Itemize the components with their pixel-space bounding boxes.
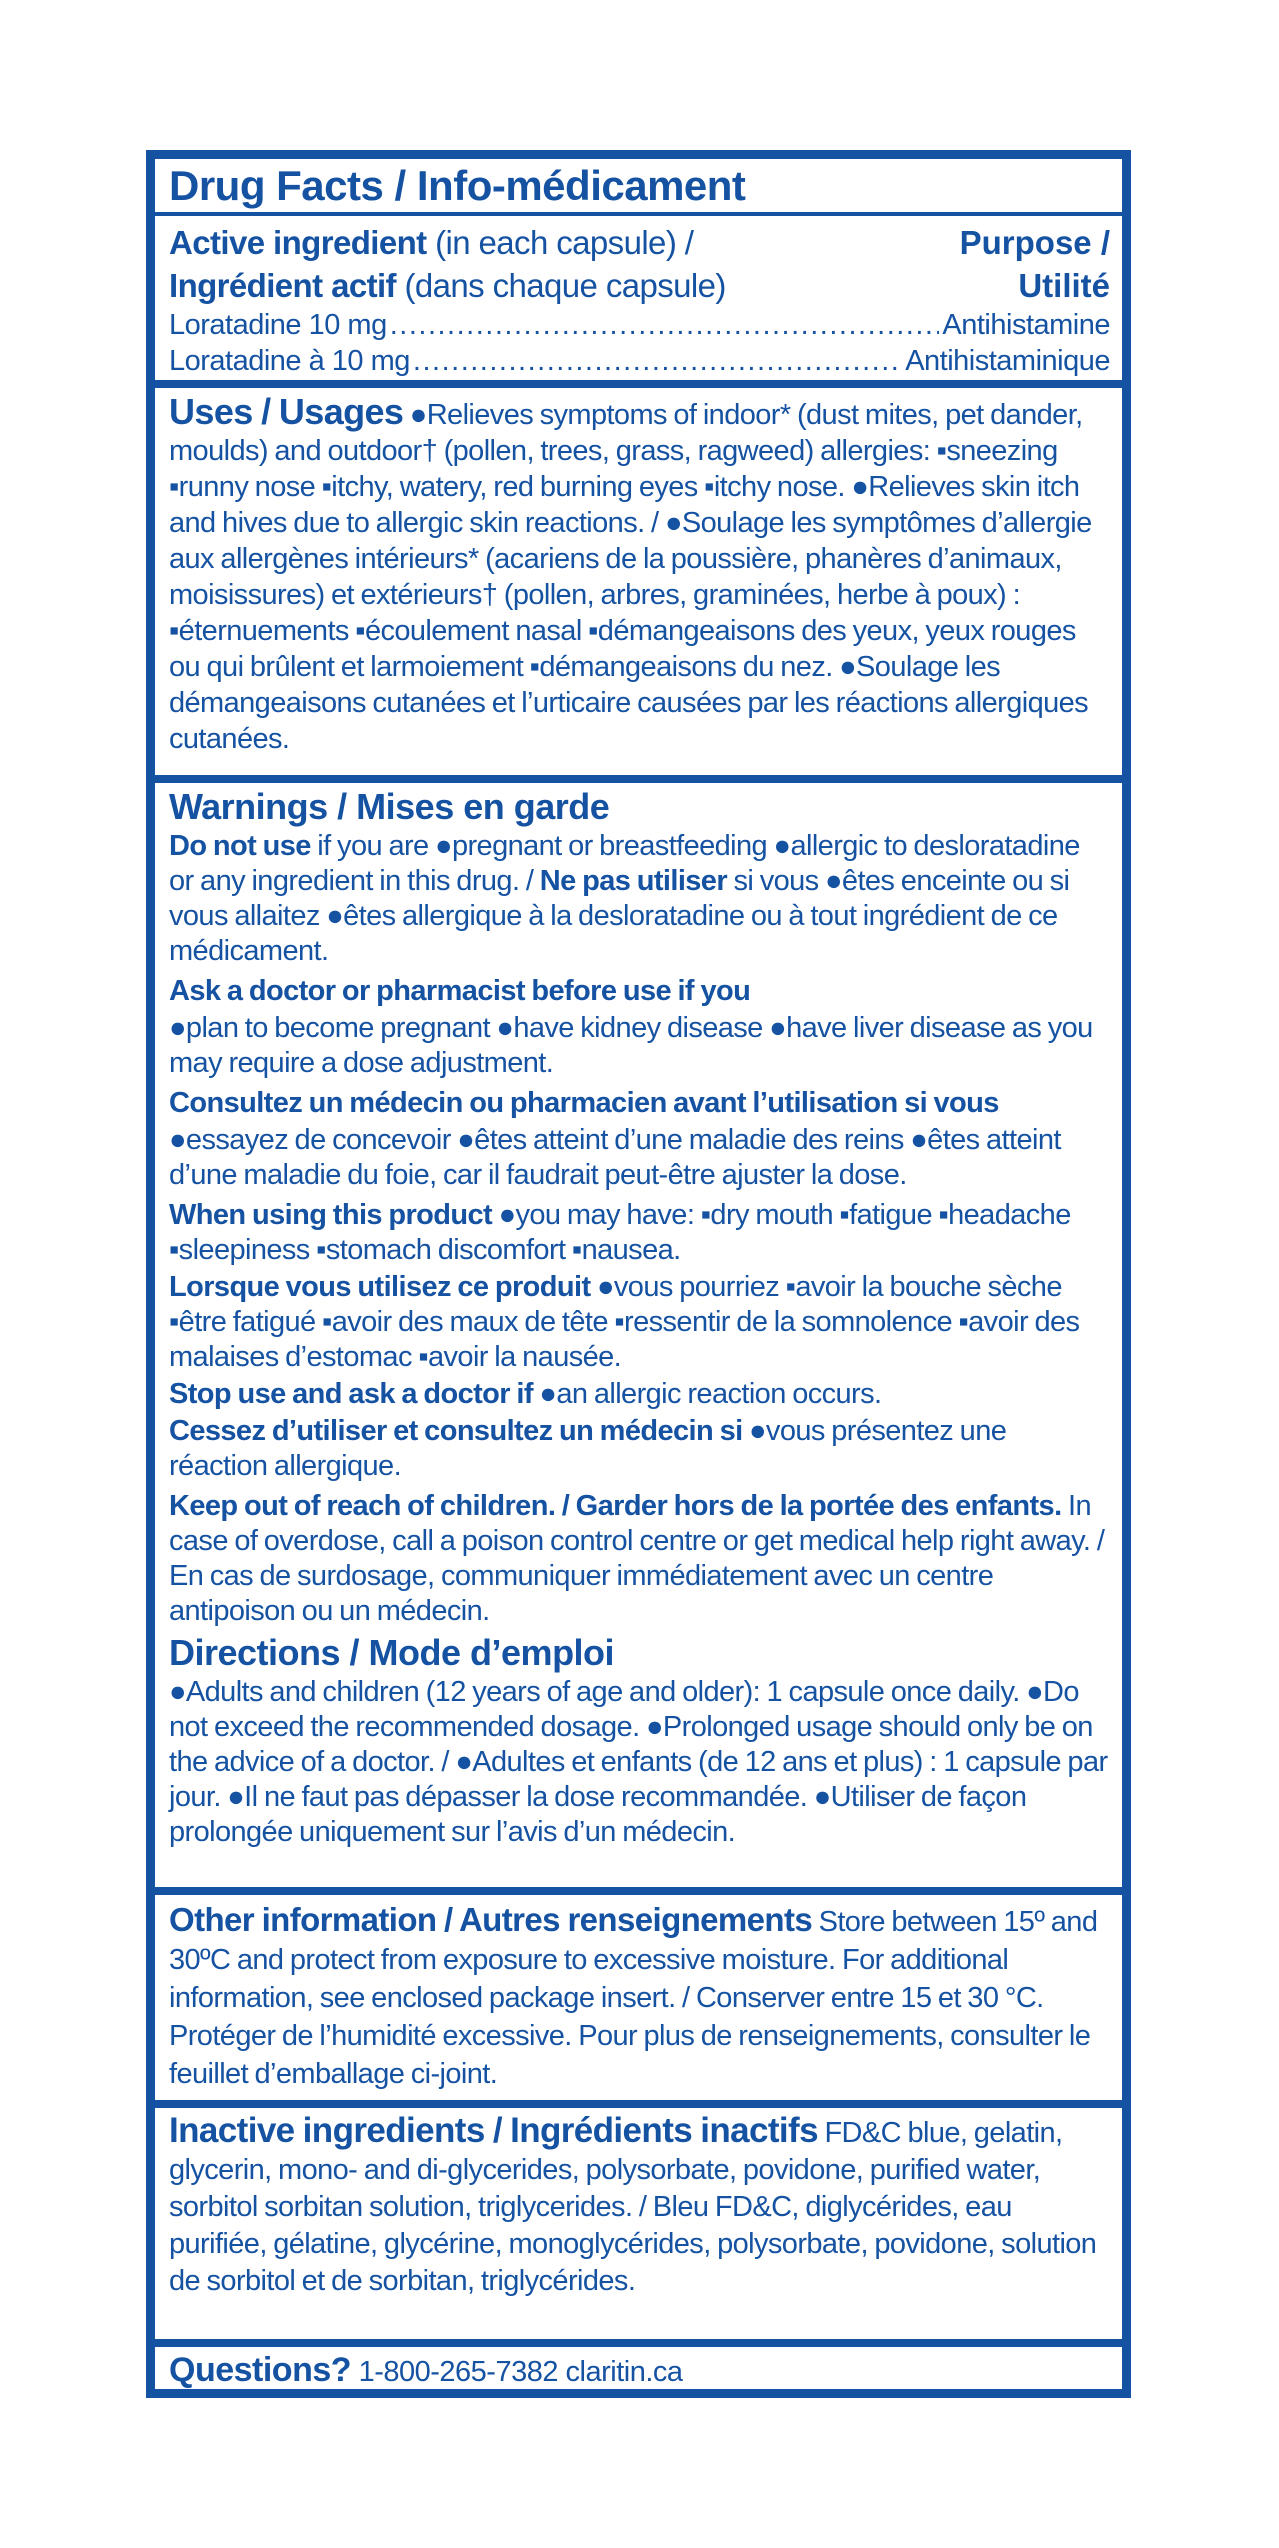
section-inactive-ingredients: [155, 2100, 1122, 2339]
ingredient-purpose-fr: Antihistaminique: [905, 345, 1110, 377]
warnings-heading: Warnings / Mises en garde: [169, 786, 610, 827]
section-other-information: [155, 1887, 1122, 2100]
section-active-ingredient: [155, 216, 1122, 380]
warnings-ask-doctor: ●plan to become pregnant ●have kidney disease ●have liver disease as you may require a dose adjustment.: [169, 1012, 1093, 1079]
ingredient-row-fr: [169, 343, 1110, 379]
warnings-consultez: ●essayez de concevoir ●êtes atteint d’une maladie des reins ●êtes atteint d’une maladie du foie, car il faudrait peut-être ajuster la dose.: [169, 1124, 1061, 1191]
inactive-ingredients-paragraph: Inactive ingredients / Ingrédients inactifs FD&C blue, gelatin, glycerin, mono- and di-glycerides, polysorbate, povidone, purified water, sorbitol sorbitan solution, triglycerides. / Bleu FD&C, diglycérides, eau purifiée, gélatine, glycérine, monoglycérides, polysorbate, povidone, solution de sorbitol et de sorbitan, triglycérides.: [169, 2111, 1097, 2297]
ingredient-row-en: [169, 307, 1110, 343]
ingredient-purpose-en: Antihistamine: [942, 309, 1110, 341]
warnings-ask-doctor-heading: [169, 974, 1110, 1009]
uses-paragraph: Uses / Usages ●Relieves symptoms of indoor* (dust mites, pet dander, moulds) and outdoor† (pollen, trees, grass, ragweed) allergies: ▪sneezing ▪runny nose ▪itchy, watery, red burning eyes ▪itchy nose. ●Relieves skin itch and hives due to allergic skin reactions. / ●Soulage les symptômes d’allergie aux allergènes intérieurs* (acariens de la poussière, phanères d’animaux, moisissures) et extérieurs† (pollen, arbres, graminées, herbe à poux) : ▪éternuements ▪écoulement nasal ▪démangeaisons des yeux, yeux rouges ou qui brûlent et larmoiement ▪démangeaisons du nez. ●Soulage les démangeaisons cutanées et l’urticaire causées par les réactions allergiques cutanées.: [169, 391, 1092, 755]
questions-line: Questions? 1-800-265-7382 claritin.ca: [169, 2351, 683, 2389]
active-ingredient-header: [169, 221, 1110, 307]
other-information-paragraph: Other information / Autres renseignements Store between 15º and 30ºC and protect from exposure to excessive moisture. For additional information, see enclosed package insert. / Conserver entre 15 et 30 °C. Protéger de l’humidité excessive. Pour plus de renseignements, consulter le feuillet d’emballage ci-joint.: [169, 1901, 1098, 2090]
directions-heading: Directions / Mode d’emploi: [169, 1632, 615, 1673]
dot-leader: [390, 307, 940, 343]
warnings-consultez-heading: [169, 1086, 1110, 1121]
warnings-lorsque: Lorsque vous utilisez ce produit ●vous pourriez ▪avoir la bouche sèche ▪être fatigué ▪avoir des maux de tête ▪ressentir de la somnolence ▪avoir des malaises d’estomac ▪avoir la nausée.: [169, 1271, 1080, 1373]
active-ingredient-heading-en: Active ingredient (in each capsule) /: [169, 224, 694, 261]
drug-facts-label: [146, 150, 1131, 2398]
purpose-heading: [890, 221, 1110, 307]
active-ingredient-heading: [169, 221, 890, 307]
warnings-cessez: Cessez d’utiliser et consultez un médecin si ●vous présentez une réaction allergique.: [169, 1415, 1007, 1482]
warnings-when-using: When using this product ●you may have: ▪dry mouth ▪fatigue ▪headache ▪sleepiness ▪stomach discomfort ▪nausea.: [169, 1199, 1071, 1266]
ingredient-name-en: Loratadine 10 mg: [169, 309, 387, 341]
active-ingredient-heading-fr: Ingrédient actif (dans chaque capsule): [169, 267, 726, 304]
directions-paragraph: ●Adults and children (12 years of age and older): 1 capsule once daily. ●Do not exceed the recommended dosage. ●Prolonged usage should only be on the advice of a doctor. / ●Adultes et enfants (de 12 ans et plus) : 1 capsule par jour. ●Il ne faut pas dépasser la dose recommandée. ●Utiliser de façon prolongée uniquement sur l’avis d’un médecin.: [169, 1676, 1108, 1848]
ingredient-name-fr: Loratadine à 10 mg: [169, 345, 410, 377]
warnings-ask-doctor-heading-text: Ask a doctor or pharmacist before use if you: [169, 975, 751, 1007]
warnings-do-not-use: Do not use if you are ●pregnant or breastfeeding ●allergic to desloratadine or any ingredient in this drug. / Ne pas utiliser si vous ●êtes enceinte ou si vous allaitez ●êtes allergique à la desloratadine ou à tout ingrédient de ce médicament.: [169, 830, 1080, 967]
section-uses: [155, 380, 1122, 775]
warnings-stop-use: Stop use and ask a doctor if ●an allergic reaction occurs.: [169, 1378, 882, 1410]
purpose-heading-fr: Utilité: [1018, 267, 1110, 304]
purpose-heading-en: Purpose /: [959, 224, 1110, 261]
dot-leader: [413, 343, 902, 379]
section-warnings: [155, 775, 1122, 1887]
drug-facts-title: Drug Facts / Info-médicament: [155, 159, 1122, 216]
section-questions: [155, 2339, 1122, 2389]
warnings-keep-out: Keep out of reach of children. / Garder hors de la portée des enfants. In case of overdose, call a poison control centre or get medical help right away. / En cas de surdosage, communiquer immédiatement avec un centre antipoison ou un médecin.: [169, 1490, 1105, 1627]
warnings-consultez-heading-text: Consultez un médecin ou pharmacien avant l’utilisation si vous: [169, 1087, 999, 1119]
